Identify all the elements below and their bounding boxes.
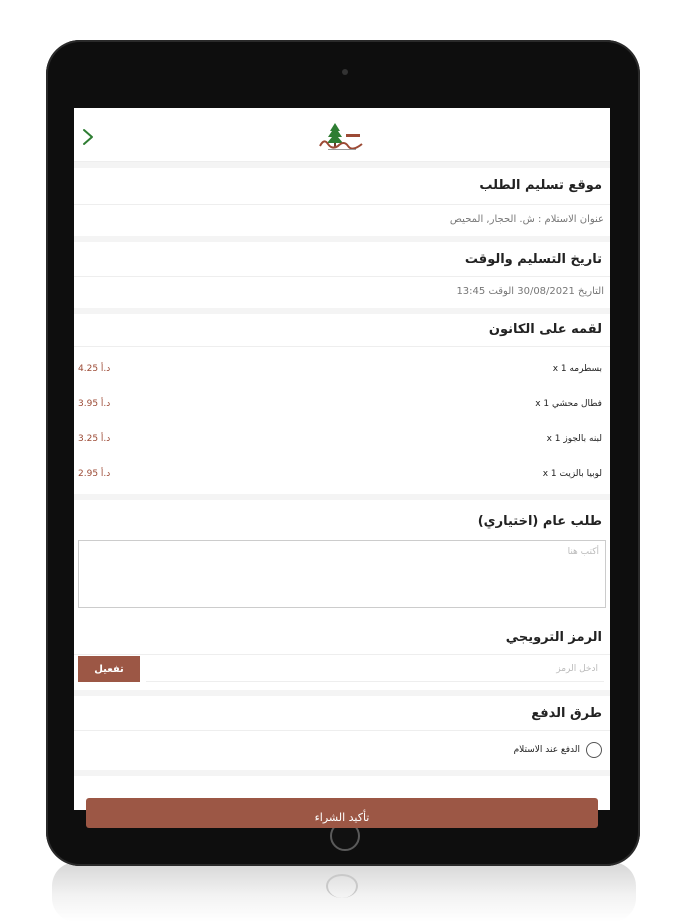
row-divider	[74, 346, 610, 347]
order-item-price: 3.95 د.أ	[78, 399, 111, 409]
payment-title: طرق الدفع	[531, 706, 602, 721]
tablet-frame	[46, 40, 640, 866]
order-item-name: فطال محشي x 1	[535, 399, 602, 409]
order-item-price: 4.25 د.أ	[78, 364, 111, 374]
notes-title: طلب عام (اختياري)	[477, 514, 602, 529]
app-bar	[74, 108, 610, 162]
reflection-home-button	[326, 874, 358, 898]
delivery-address: عنوان الاستلام : ش. الحجار, المحيص	[449, 214, 604, 225]
section-divider	[74, 162, 610, 168]
payment-option-cash[interactable]	[514, 740, 602, 760]
section-divider	[74, 690, 610, 696]
row-divider	[74, 654, 610, 655]
camera-icon	[342, 69, 348, 75]
checkout-screen	[74, 108, 610, 824]
row-divider	[74, 276, 610, 277]
order-item-price: 2.95 د.أ	[78, 469, 111, 479]
order-item-name: لبنه بالجوز x 1	[546, 434, 602, 444]
cedar-logo-icon	[318, 122, 366, 152]
promo-code-input[interactable]	[146, 656, 604, 682]
delivery-time-title: تاريخ التسليم والوقت	[464, 252, 602, 267]
order-title: لقمه على الكانون	[488, 322, 602, 337]
order-item-name: بسطرمه x 1	[552, 364, 602, 374]
row-divider	[74, 730, 610, 731]
payment-option-label: الدفع عند الاستلام	[513, 745, 580, 755]
section-divider	[74, 494, 610, 500]
notes-textarea[interactable]	[78, 540, 606, 608]
promo-title: الرمز الترويجي	[505, 630, 602, 645]
delivery-datetime: التاريخ 30/08/2021 الوقت 13:45	[456, 286, 604, 297]
row-divider	[74, 204, 610, 205]
order-item-price: 3.25 د.أ	[78, 434, 111, 444]
section-divider	[74, 770, 610, 776]
section-divider	[74, 236, 610, 242]
activate-promo-button[interactable]: تفعيل	[78, 656, 140, 682]
chevron-right-icon[interactable]	[82, 128, 98, 148]
order-item-name: لوبيا بالزيت x 1	[542, 469, 602, 479]
radio-button[interactable]	[586, 742, 602, 758]
confirm-purchase-button[interactable]: تأكيد الشراء	[86, 798, 598, 828]
section-divider	[74, 308, 610, 314]
back-chevron-svg	[82, 128, 94, 146]
delivery-location-title: موقع تسليم الطلب	[479, 178, 602, 193]
